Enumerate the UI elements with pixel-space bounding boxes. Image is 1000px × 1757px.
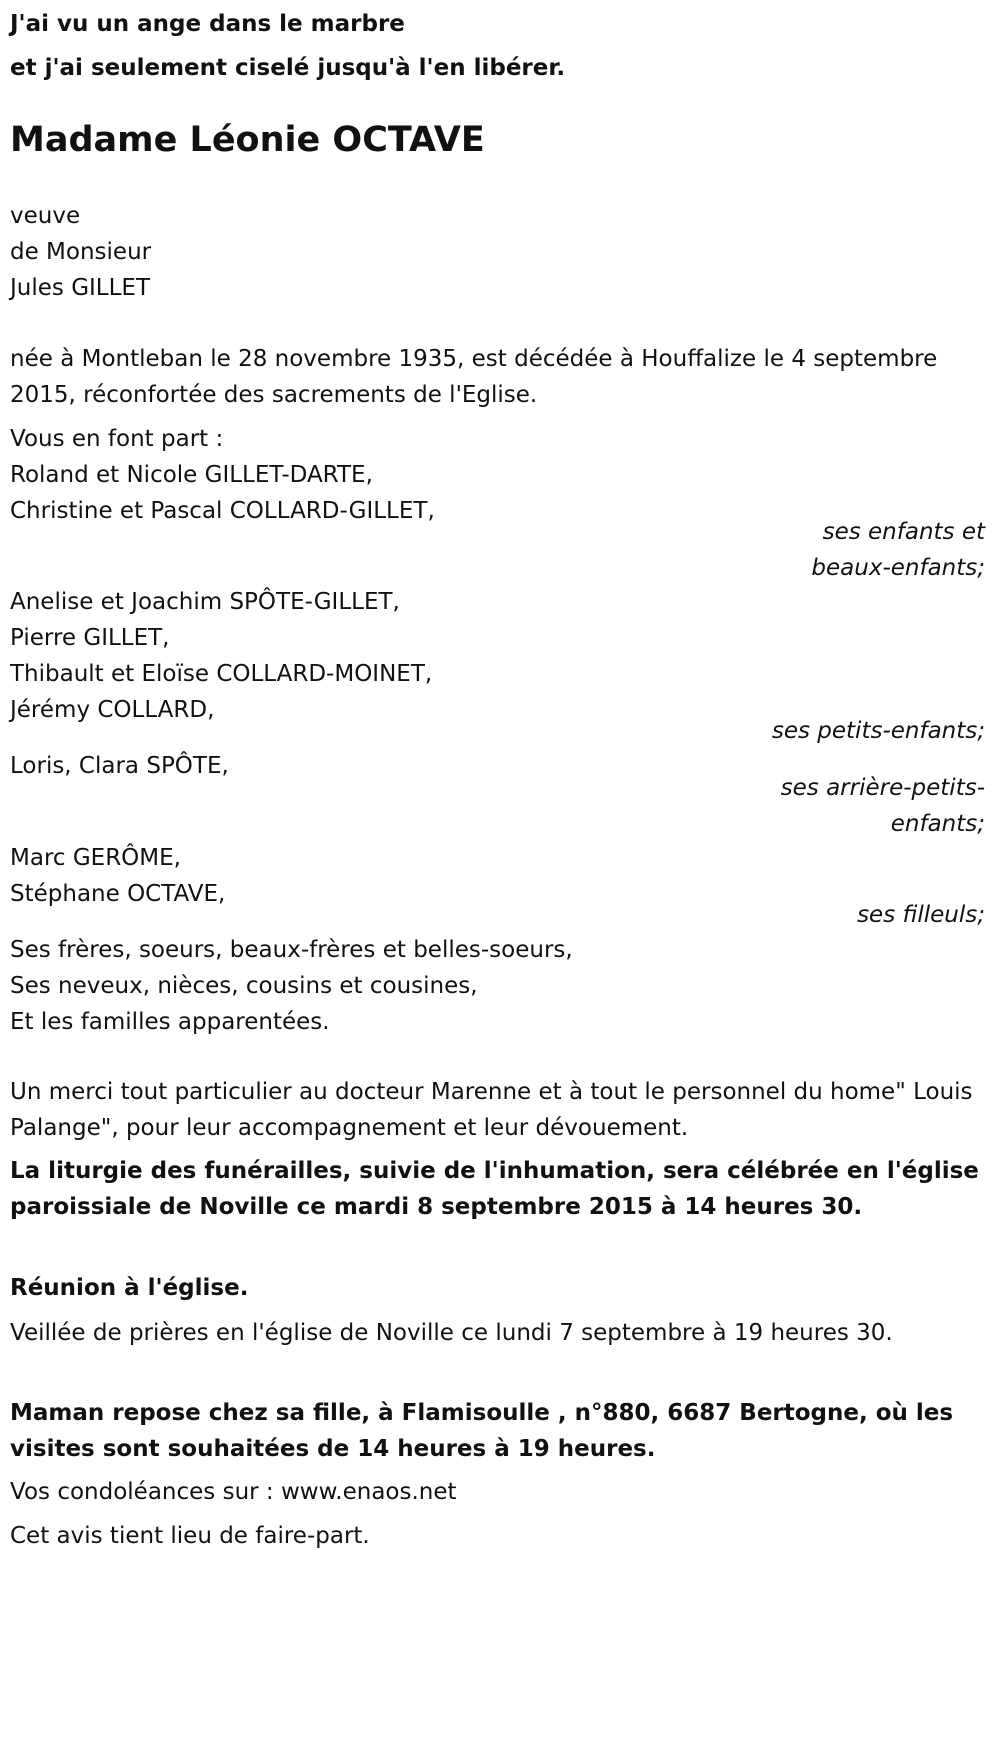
rest-location-text: Maman repose chez sa fille, à Flamisoulle , n°880, 6687 Bertogne, où les visites sont souhaitées de 14 heures à 19 heures. <box>10 1400 954 1462</box>
godchildren-label: ses filleuls; <box>857 902 985 928</box>
vigil-text: Veillée de prières en l'église de Noville ce lundi 7 septembre à 19 heures 30. <box>10 1320 893 1346</box>
thanks-text: Un merci tout particulier au docteur Marenne et à tout le personnel du home" Louis Palange", pour leur accompagnement et leur dévouement. <box>10 1079 973 1141</box>
relatives-line: Ses frères, soeurs, beaux-frères et belles-soeurs, <box>10 937 573 963</box>
godchildren-block <box>10 840 990 912</box>
quote-line-1: J'ai vu un ange dans le marbre <box>10 11 405 37</box>
epigraph-quote <box>10 6 990 86</box>
great-grandchild-entry: Loris, Clara SPÔTE, <box>10 753 229 779</box>
relatives-line: Ses neveux, nièces, cousins et cousines, <box>10 973 478 999</box>
spouse-line: veuve <box>10 203 81 229</box>
spouse-block <box>10 198 990 306</box>
grandchildren-label: ses petits-enfants; <box>771 718 985 744</box>
spouse-line: Jules GILLET <box>10 275 151 301</box>
birth-death-text: née à Montleban le 28 novembre 1935, est décédée à Houffalize le 4 septembre 2015, réconfortée des sacrements de l'Eglise. <box>10 346 938 408</box>
notice-text: Cet avis tient lieu de faire-part. <box>10 1523 370 1549</box>
condolences-text: Vos condoléances sur : www.enaos.net <box>10 1479 457 1505</box>
grandchild-entry: Pierre GILLET, <box>10 625 170 651</box>
children-label: ses enfants et beaux-enfants; <box>811 519 985 581</box>
quote-line-2: et j'ai seulement ciselé jusqu'à l'en libérer. <box>10 55 566 81</box>
spouse-line: de Monsieur <box>10 239 152 265</box>
other-relatives-block <box>10 932 990 1040</box>
grandchild-entry: Anelise et Joachim SPÔTE-GILLET, <box>10 589 400 615</box>
grandchildren-block <box>10 584 990 728</box>
child-entry: Roland et Nicole GILLET-DARTE, <box>10 462 373 488</box>
meeting-text: Réunion à l'église. <box>10 1275 249 1301</box>
godchild-entry: Stéphane OCTAVE, <box>10 881 226 907</box>
great-grandchildren-label: ses arrière-petits- enfants; <box>780 775 985 837</box>
child-entry: Christine et Pascal COLLARD-GILLET, <box>10 498 435 524</box>
funeral-liturgy-text: La liturgie des funérailles, suivie de l'inhumation, sera célébrée en l'église paroissiale de Noville ce mardi 8 septembre 2015 à 14 heures 30. <box>10 1158 979 1220</box>
grandchild-entry: Thibault et Eloïse COLLARD-MOINET, <box>10 661 433 687</box>
children-block <box>10 421 990 529</box>
deceased-name: Madame Léonie OCTAVE <box>10 120 485 160</box>
godchild-entry: Marc GERÔME, <box>10 845 181 871</box>
grandchild-entry: Jérémy COLLARD, <box>10 697 215 723</box>
relatives-line: Et les familles apparentées. <box>10 1009 330 1035</box>
family-intro: Vous en font part : <box>10 426 224 452</box>
